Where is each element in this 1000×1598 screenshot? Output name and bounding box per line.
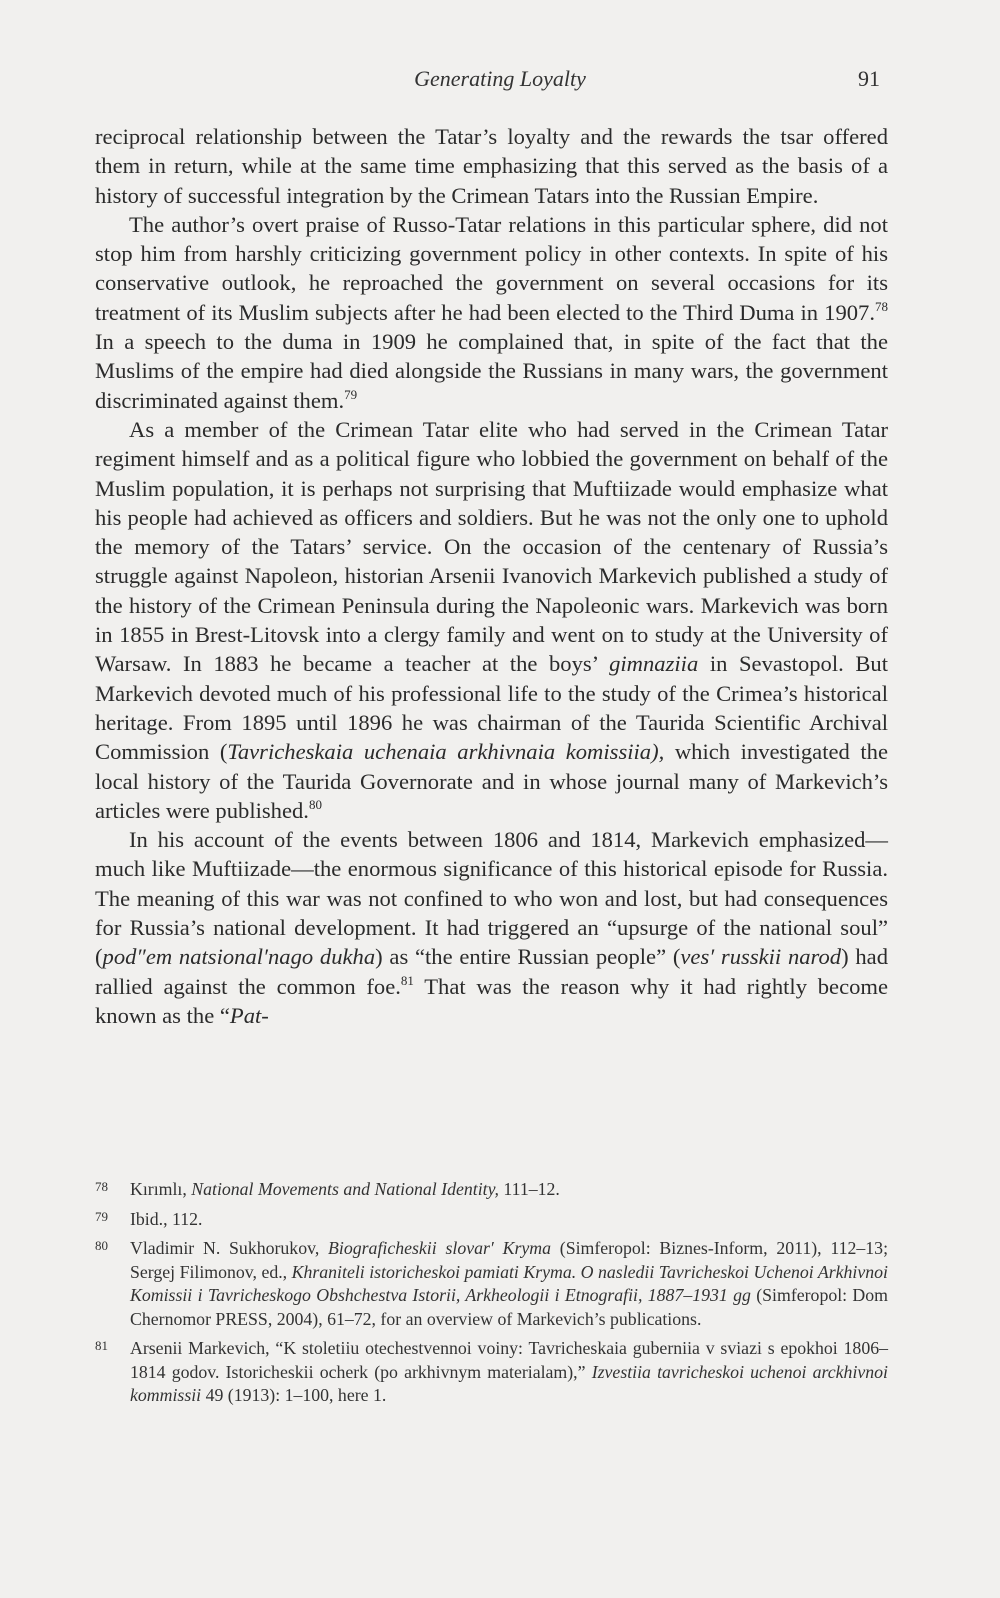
paragraph-1: reciprocal relationship between the Tatar’s loyalty and the rewards the tsar offered them in return, while at the same time emphasizing that this served as the basis of a history of successful integration by the Crimean Tatars into the Russian Empire. [95, 124, 888, 208]
running-title: Generating Loyalty [414, 66, 586, 91]
footnote-80: 80 Vladimir N. Sukhorukov, Biograficheskii slovar′ Kryma (Simferopol: Biznes-Inform, 2011), 112–13; Sergej Filimonov, ed., Khraniteli istoricheskoi pamiati Kryma. O nasledii Tavricheskoi Uchenoi Arkhivnoi Komissii i Tavricheskogo Obshchestva Istorii, Arkheologii i Etnografii, 1887–1931 gg (Simferopol: Dom Chernomor PRESS, 2004), 61–72, for an overview of Markevich’s publications. [95, 1237, 888, 1331]
footnote-78: 78 Kırımlı, National Movements and National Identity, 111–12. [95, 1178, 888, 1202]
footnote-number: 79 [95, 1208, 108, 1224]
page-number: 91 [858, 66, 880, 91]
footnote-81: 81 Arsenii Markevich, “K stoletiiu otechestvennoi voiny: Tavricheskaia guberniia v sviazi s epokhoi 1806–1814 godov. Istoricheskii ocherk (po arkhivnym materialam),” Izvestiia tavricheskoi uchenoi arckhivnoi kommissii 49 (1913): 1–100, here 1. [95, 1337, 888, 1408]
footnotes [95, 1178, 888, 1414]
footnote-number: 80 [95, 1238, 108, 1253]
footnote-ref-79[interactable]: 79 [344, 386, 358, 402]
footnote-number: 81 [95, 1338, 108, 1353]
body-text [95, 122, 888, 1030]
footnote-ref-81[interactable]: 81 [400, 972, 414, 988]
paragraph-4: In his account of the events between 1806 and 1814, Markevich emphasized—much like Muftiizade—the enormous significance of this historical episode for Russia. The meaning of this war was not confined to who won and lost, but had consequences for Russia’s national development. It had triggered an “upsurge of the national soul” (pod″em natsional′nago dukha) as “the entire Russian people” (ves′ russkii narod) had rallied against the common foe.$^{81}$ That was the reason why it had rightly become known as the “Pat- [95, 827, 889, 1028]
footnote-ref-80[interactable]: 80 [308, 796, 322, 812]
paragraph-3: As a member of the Crimean Tatar elite who had served in the Crimean Tatar regiment himself and as a political figure who lobbied the government on behalf of the Muslim population, it is perhaps not surprising that Muftiizade would emphasize what his people had achieved as officers and soldiers. But he was not the only one to uphold the memory of the Tatars’ service. On the occasion of the centenary of Russia’s struggle against Napoleon, historian Arsenii Ivanovich Markevich published a study of the history of the Crimean Peninsula during the Napoleonic wars. Markevich was born in 1855 in Brest-Litovsk into a clergy family and went on to study at the University of Warsaw. In 1883 he became a teacher at the boys’ gimnaziia in Sevastopol. But Markevich devoted much of his professional life to the study of the Crimea’s historical heritage. From 1895 until 1896 he was chairman of the Taurida Scientific Archival Commission (Tavricheskaia uchenaia arkhivnaia komissiia), which investigated the local history of the Taurida Governorate and in whose journal many of Markevich’s articles were published.$^{80}$ [95, 416, 888, 823]
paragraph-2: The author’s overt praise of Russo-Tatar relations in this particular sphere, did not stop him from harshly criticizing government policy in other contexts. In spite of his conservative outlook, he reproached the government on several occasions for its treatment of its Muslim subjects after he had been elected to the Third Duma in 1907.78 In a speech to the duma in 1909 he complained that, in spite of the fact that the Muslims of the empire had died alongside the Russians in many wars, the government discriminated against them.$^{79}$ [95, 211, 888, 413]
footnote-79: 79 Ibid., 112. [95, 1208, 888, 1232]
footnote-ref-78[interactable]: 78 [875, 298, 888, 314]
footnote-number: 78 [95, 1179, 108, 1194]
